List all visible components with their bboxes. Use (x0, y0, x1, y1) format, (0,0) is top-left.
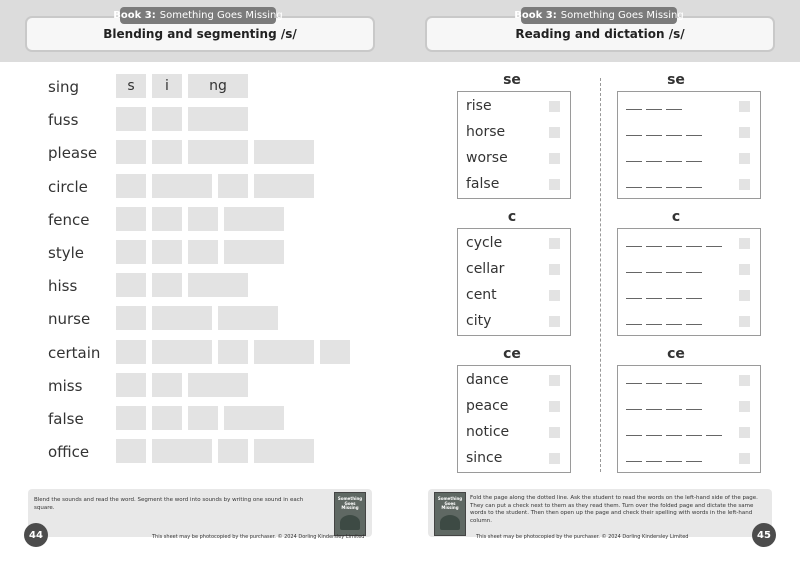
sound-box[interactable] (116, 240, 146, 264)
dictation-blank[interactable] (666, 435, 682, 436)
page-title: Blending and segmenting /s/ (103, 27, 297, 41)
sound-box[interactable] (254, 439, 314, 463)
cover-illustration (440, 515, 460, 530)
fold-line (600, 78, 601, 472)
dictation-blank[interactable] (646, 298, 662, 299)
instructions-text: Fold the page along the dotted line. Ask the student to read the words on the left-hand side of the page. They can put a check next to them as they read them. Turn over the folded page and dictate the same words to the student. Then then open up the page and check their spelling with words in the left-hand column. (470, 495, 758, 524)
sound-box[interactable] (224, 240, 284, 264)
sound-box[interactable] (188, 140, 248, 164)
cover-title: Something Goes Missing (337, 496, 363, 510)
reading-row (466, 309, 562, 335)
reading-row (466, 172, 562, 198)
dictation-row (626, 146, 752, 172)
word-label: please (48, 144, 98, 163)
reading-word: cycle (466, 235, 503, 251)
dictation-row (626, 446, 752, 472)
dictation-blank[interactable] (686, 383, 702, 384)
book-cover-thumbnail (434, 492, 466, 536)
dictation-blank[interactable] (626, 409, 642, 410)
sound-box[interactable] (254, 174, 314, 198)
check-box[interactable] (739, 264, 750, 275)
dictation-blank[interactable] (626, 135, 642, 136)
dictation-blank[interactable] (626, 435, 642, 436)
dictation-blank[interactable] (626, 272, 642, 273)
sound-box[interactable] (116, 373, 146, 397)
dictation-blank[interactable] (626, 109, 642, 110)
sound-box[interactable] (116, 306, 146, 330)
reading-word: rise (466, 98, 492, 114)
sound-box[interactable] (152, 306, 212, 330)
dictation-panel (617, 365, 761, 473)
check-box[interactable] (549, 238, 560, 249)
dictation-row (626, 283, 752, 309)
dictation-panel (617, 228, 761, 336)
dictation-row (626, 368, 752, 394)
dictation-row (626, 420, 752, 446)
dictation-blank[interactable] (666, 161, 682, 162)
book-cover-thumbnail (334, 492, 366, 536)
reading-row (466, 283, 562, 309)
reading-word: false (466, 176, 500, 192)
dictation-blank[interactable] (666, 187, 682, 188)
sound-box[interactable] (152, 240, 182, 264)
dictation-blank[interactable] (686, 135, 702, 136)
check-box[interactable] (549, 401, 560, 412)
sound-box[interactable]: ng (188, 74, 248, 98)
reading-word: notice (466, 424, 510, 440)
book-tab (514, 7, 684, 24)
dictation-row (626, 172, 752, 198)
word-label: nurse (48, 310, 91, 329)
sound-box[interactable] (116, 140, 146, 164)
cover-illustration (340, 515, 360, 530)
dictation-row (626, 120, 752, 146)
reading-word: worse (466, 150, 508, 166)
reading-row (466, 231, 562, 257)
word-label: miss (48, 376, 83, 395)
sound-box[interactable] (218, 340, 248, 364)
word-label: sing (48, 78, 80, 96)
reading-word: cellar (466, 261, 505, 277)
sound-box[interactable] (188, 207, 218, 231)
check-box[interactable] (549, 264, 560, 275)
sound-box[interactable] (152, 273, 182, 297)
sound-box[interactable] (116, 273, 146, 297)
dictation-row (626, 394, 752, 420)
sound-box[interactable] (254, 340, 314, 364)
dictation-blank[interactable] (626, 187, 642, 188)
dictation-blank[interactable] (626, 383, 642, 384)
reading-row (466, 446, 562, 472)
dictation-blank[interactable] (686, 324, 702, 325)
sound-box[interactable] (152, 174, 212, 198)
dictation-blank[interactable] (666, 135, 682, 136)
dictation-blank[interactable] (666, 461, 682, 462)
sound-box[interactable] (152, 373, 182, 397)
check-box[interactable] (739, 316, 750, 327)
word-label: certain (48, 343, 101, 362)
check-box[interactable] (739, 401, 750, 412)
sound-box[interactable] (116, 207, 146, 231)
reading-panel (457, 91, 571, 199)
dictation-row (626, 231, 752, 257)
sound-box[interactable] (218, 439, 248, 463)
check-box[interactable] (549, 375, 560, 386)
word-label: fuss (48, 111, 79, 130)
reading-heading: se (503, 72, 521, 88)
dictation-blank[interactable] (626, 461, 642, 462)
dictation-blank[interactable] (666, 324, 682, 325)
dictation-blank[interactable] (686, 461, 702, 462)
sound-box[interactable] (116, 340, 146, 364)
dictation-blank[interactable] (666, 109, 682, 110)
sound-box[interactable] (152, 340, 212, 364)
sound-box[interactable] (152, 439, 212, 463)
sound-box[interactable] (152, 140, 182, 164)
page-number: 44 (24, 523, 48, 547)
dictation-blank[interactable] (666, 246, 682, 247)
book-title: Something Goes Missing (159, 10, 283, 21)
dictation-panel (617, 91, 761, 199)
dictation-blank[interactable] (646, 272, 662, 273)
book-label: Book 3: (113, 10, 156, 21)
dictation-blank[interactable] (626, 324, 642, 325)
instructions-box (28, 489, 372, 537)
dictation-blank[interactable] (646, 135, 662, 136)
dictation-blank[interactable] (686, 246, 702, 247)
dictation-heading: se (667, 72, 685, 88)
dictation-row (626, 257, 752, 283)
check-box[interactable] (739, 153, 750, 164)
dictation-row (626, 94, 752, 120)
word-label: false (48, 410, 84, 428)
check-box[interactable] (739, 101, 750, 112)
reading-panel (457, 228, 571, 336)
check-box[interactable] (549, 290, 560, 301)
check-box[interactable] (739, 453, 750, 464)
instructions-box (428, 489, 772, 537)
sound-box[interactable] (224, 207, 284, 231)
check-box[interactable] (739, 127, 750, 138)
check-box[interactable] (739, 290, 750, 301)
check-box[interactable] (549, 101, 560, 112)
sound-box[interactable] (116, 174, 146, 198)
dictation-heading: ce (667, 346, 685, 362)
reading-panel (457, 365, 571, 473)
dictation-blank[interactable] (686, 272, 702, 273)
reading-word: dance (466, 372, 509, 388)
reading-heading: c (507, 209, 517, 225)
dictation-blank[interactable] (626, 298, 642, 299)
check-box[interactable] (549, 427, 560, 438)
dictation-blank[interactable] (646, 187, 662, 188)
reading-word: peace (466, 398, 509, 414)
sound-box[interactable] (188, 273, 248, 297)
dictation-blank[interactable] (646, 409, 662, 410)
check-box[interactable] (739, 238, 750, 249)
dictation-blank[interactable] (686, 409, 702, 410)
dictation-blank[interactable] (646, 383, 662, 384)
sound-box[interactable] (188, 240, 218, 264)
check-box[interactable] (549, 316, 560, 327)
dictation-blank[interactable] (646, 461, 662, 462)
dictation-blank[interactable] (666, 383, 682, 384)
sound-box[interactable] (152, 207, 182, 231)
photocopy-notice: This sheet may be photocopied by the purchaser. © 2024 Dorling Kindersley Limited (476, 534, 689, 540)
reading-word: since (466, 450, 503, 466)
dictation-heading: c (671, 209, 681, 225)
book-label: Book 3: (514, 10, 557, 21)
book-title: Something Goes Missing (560, 10, 684, 21)
dictation-blank[interactable] (666, 298, 682, 299)
instructions-text: Blend the sounds and read the word. Segment the word into sounds by writing one sound in each square. (34, 497, 304, 511)
dictation-row (626, 309, 752, 335)
dictation-blank[interactable] (706, 246, 722, 247)
check-box[interactable] (549, 127, 560, 138)
dictation-blank[interactable] (646, 324, 662, 325)
check-box[interactable] (549, 179, 560, 190)
sound-box[interactable] (188, 373, 248, 397)
word-label: office (48, 443, 90, 462)
reading-word: horse (466, 124, 506, 140)
word-label: circle (48, 177, 88, 196)
reading-row (466, 120, 562, 146)
page-title: Reading and dictation /s/ (515, 27, 685, 41)
dictation-blank[interactable] (626, 246, 642, 247)
sound-box[interactable] (116, 406, 146, 430)
word-label: hiss (48, 277, 78, 296)
check-box[interactable] (739, 427, 750, 438)
dictation-blank[interactable] (666, 272, 682, 273)
reading-row (466, 257, 562, 283)
dictation-blank[interactable] (626, 161, 642, 162)
sound-box[interactable] (188, 406, 218, 430)
sound-box[interactable] (116, 439, 146, 463)
dictation-blank[interactable] (686, 298, 702, 299)
dictation-blank[interactable] (686, 435, 702, 436)
dictation-blank[interactable] (686, 161, 702, 162)
dictation-blank[interactable] (686, 187, 702, 188)
cover-title: Something Goes Missing (437, 496, 463, 510)
check-box[interactable] (739, 179, 750, 190)
dictation-blank[interactable] (646, 246, 662, 247)
book-tab (113, 7, 283, 24)
sound-box[interactable]: i (152, 74, 182, 98)
dictation-blank[interactable] (666, 409, 682, 410)
sound-box[interactable] (152, 107, 182, 131)
reading-word: city (466, 313, 492, 329)
reading-row (466, 368, 562, 394)
sound-box[interactable] (188, 107, 248, 131)
dictation-blank[interactable] (646, 161, 662, 162)
sound-box[interactable]: s (116, 74, 146, 98)
reading-row (466, 94, 562, 120)
sound-box[interactable] (116, 107, 146, 131)
dictation-blank[interactable] (646, 435, 662, 436)
reading-row (466, 420, 562, 446)
sound-box[interactable] (224, 406, 284, 430)
check-box[interactable] (549, 153, 560, 164)
check-box[interactable] (739, 375, 750, 386)
sound-box[interactable] (254, 140, 314, 164)
dictation-blank[interactable] (646, 109, 662, 110)
reading-word: cent (466, 287, 497, 303)
dictation-blank[interactable] (706, 435, 722, 436)
word-label: fence (48, 210, 90, 229)
sound-box[interactable] (152, 406, 182, 430)
photocopy-notice: This sheet may be photocopied by the purchaser. © 2024 Dorling Kindersley Limited (152, 534, 365, 540)
sound-box[interactable] (218, 174, 248, 198)
check-box[interactable] (549, 453, 560, 464)
sound-box[interactable] (320, 340, 350, 364)
word-label: style (48, 244, 84, 262)
reading-row (466, 394, 562, 420)
reading-row (466, 146, 562, 172)
page-number: 45 (752, 523, 776, 547)
sound-box[interactable] (218, 306, 278, 330)
reading-heading: ce (503, 346, 521, 362)
